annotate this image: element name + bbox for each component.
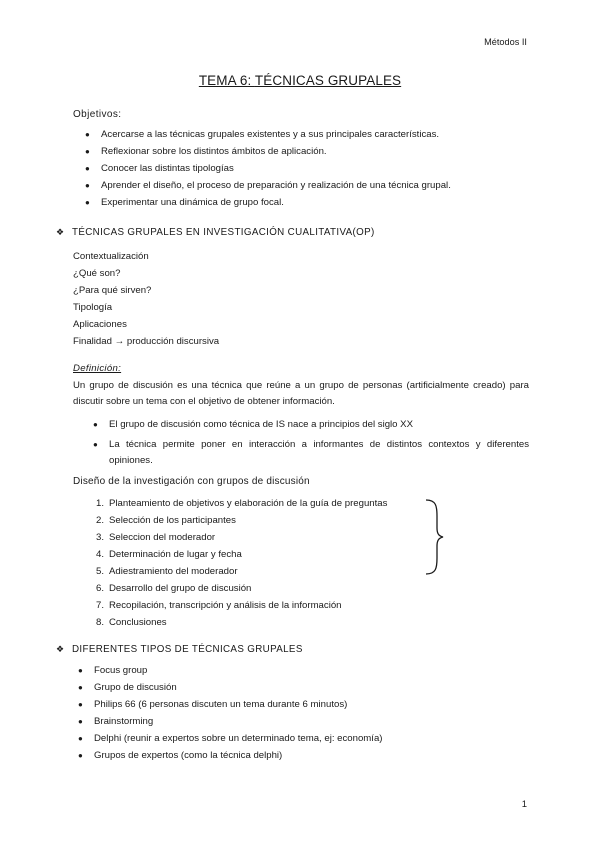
bullet-icon: ●	[93, 420, 98, 429]
bullet-icon: ●	[78, 751, 83, 760]
topic-item: Aplicaciones	[73, 319, 127, 330]
list-item: ● Focus group	[94, 662, 383, 679]
list-item: ● Experimentar una dinámica de grupo focal.	[101, 194, 451, 211]
section-heading-types: ❖ DIFERENTES TIPOS DE TÉCNICAS GRUPALES	[56, 644, 303, 655]
bullet-icon: ●	[78, 666, 83, 675]
title-prefix: TEMA 6	[198, 73, 248, 88]
page-title	[0, 73, 600, 88]
title-separator: :	[247, 73, 255, 88]
topics-list	[73, 248, 219, 350]
topic-item: Tipología	[73, 302, 113, 313]
list-item: 6. Desarrollo del grupo de discusión	[95, 583, 252, 594]
topic-item: Finalidad → producción discursiva	[73, 336, 220, 347]
bullet-icon: ●	[93, 440, 98, 449]
design-heading: Diseño de la investigación con grupos de discusión	[73, 476, 310, 487]
list-item: ● Grupos de expertos (como la técnica delphi)	[94, 747, 383, 764]
list-item: ● La técnica permite poner en interacción a informantes de distintos contextos y diferentes opiniones.	[93, 439, 529, 466]
bullet-icon: ●	[85, 198, 90, 207]
topic-item: Contextualización	[73, 251, 149, 262]
section-heading-qualitative: ❖ TÉCNICAS GRUPALES EN INVESTIGACIÓN CUALITATIVA(OP)	[56, 227, 375, 238]
list-item: ● Conocer las distintas tipologías	[101, 160, 451, 177]
list-item: ● Reflexionar sobre los distintos ámbitos de aplicación.	[101, 143, 451, 160]
list-item: ● Philips 66 (6 personas discuten un tema durante 6 minutos)	[94, 696, 383, 713]
diamond-bullet-icon: ❖	[56, 227, 65, 237]
title-main: TÉCNICAS GRUPALES	[254, 73, 402, 88]
page-header-subject: Métodos II	[484, 37, 527, 47]
topic-item: ¿Para qué sirven?	[73, 285, 152, 296]
definition-label: Definición:	[73, 363, 122, 374]
list-item: ● Acercarse a las técnicas grupales existentes y a sus principales características.	[101, 126, 451, 143]
list-item: ● Aprender el diseño, el proceso de preparación y realización de una técnica grupal.	[101, 177, 451, 194]
bullet-icon: ●	[78, 734, 83, 743]
list-item: ● Brainstorming	[94, 713, 383, 730]
list-item: 4. Determinación de lugar y fecha	[95, 549, 242, 560]
definition-text: Un grupo de discusión es una técnica que reúne a un grupo de personas (artificialmente creado) para discutir sobre un tema con el objetivo de obtener información.	[73, 380, 529, 407]
list-item: ● Grupo de discusión	[94, 679, 383, 696]
definition-bullets	[93, 416, 529, 469]
list-item: 3. Seleccion del moderador	[95, 532, 216, 543]
bullet-icon: ●	[85, 147, 90, 156]
bullet-icon: ●	[78, 683, 83, 692]
list-item: 7. Recopilación, transcripción y análisis de la información	[95, 600, 342, 611]
objectives-list	[85, 126, 451, 211]
curly-brace-icon	[424, 498, 446, 576]
bullet-icon: ●	[85, 181, 90, 190]
bullet-icon: ●	[78, 717, 83, 726]
list-item: 2. Selección de los participantes	[95, 515, 236, 526]
page-number: 1	[521, 799, 527, 810]
bullet-icon: ●	[85, 130, 90, 139]
list-item: ● El grupo de discusión como técnica de IS nace a principios del siglo XX	[109, 416, 529, 433]
diamond-bullet-icon: ❖	[56, 644, 65, 654]
list-item: 8. Conclusiones	[95, 617, 167, 628]
bullet-icon: ●	[78, 700, 83, 709]
topic-item: ¿Qué son?	[73, 268, 121, 279]
design-steps-list	[95, 495, 388, 631]
technique-types-list	[78, 662, 383, 764]
list-item: 5. Adiestramiento del moderador	[95, 566, 238, 577]
objectives-label: Objetivos:	[73, 109, 122, 120]
list-item: 1. Planteamiento de objetivos y elaboración de la guía de preguntas	[95, 498, 388, 509]
list-item: ● Delphi (reunir a expertos sobre un determinado tema, ej: economía)	[94, 730, 383, 747]
bullet-icon: ●	[85, 164, 90, 173]
